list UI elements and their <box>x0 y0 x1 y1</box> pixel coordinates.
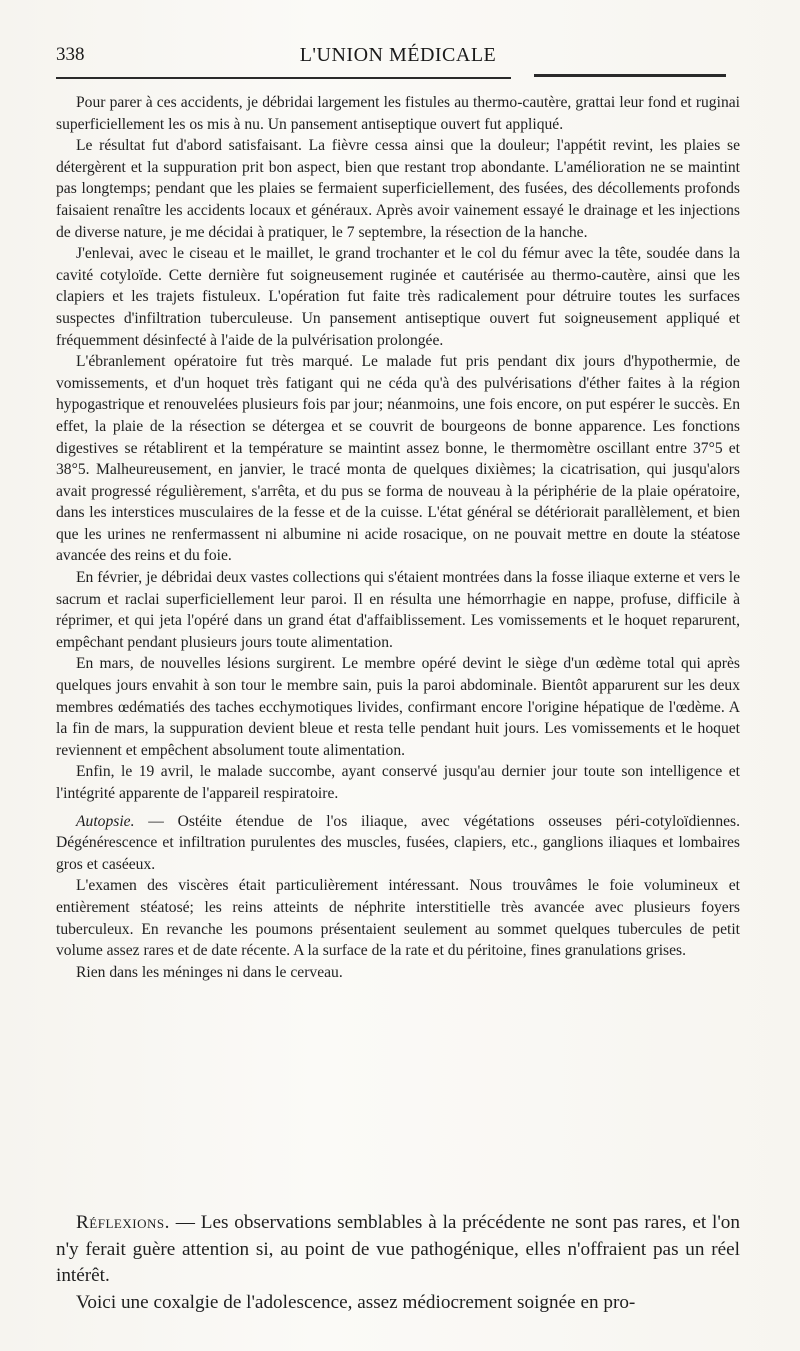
paragraph-8: L'examen des viscères était particulièrement intéressant. Nous trouvâmes le foie volumineux et entièrement stéatosé; les reins atteints de néphrite interstitielle très avancée avec plusieurs foyers tuberculeux. En revanche les poumons présentaient seulement au sommet quelques tubercules de petit volume assez rares et de date récente. A la surface de la rate et du péritoine, fines granulations grises. <box>56 877 740 960</box>
paragraph-5: En février, je débridai deux vastes collections qui s'étaient montrées dans la fosse iliaque externe et vers le sacrum et raclai superficiellement leur paroi. Il en résulta une hémorrhagie en nappe, profuse, difficile à réprimer, et qui jeta l'opéré dans un grand état d'affaiblissement. Les vomissements et le hoquet reparurent, empêchant pendant plusieurs jours toute alimentation. <box>56 569 740 651</box>
paragraph-6: En mars, de nouvelles lésions surgirent. Le membre opéré devint le siège d'un œdème total qui après quelques jours envahit à son tour le membre sain, puis la paroi abdominale. Bientôt apparurent sur les deux membres œdématiés des taches ecchymotiques livides, confirmant encore l'origine hépatique de l'œdème. A la fin de mars, la suppuration devient bleue et resta telle pendant huit jours. Les vomissements et le hoquet reviennent et empêchent absolument toute alimentation. <box>56 655 740 759</box>
paragraph-2: Le résultat fut d'abord satisfaisant. La fièvre cessa ainsi que la douleur; l'appétit revint, les plaies se détergèrent et la suppuration prit bon aspect, bien que restant trop abondante. L'amélioration ne se maintint pas longtemps; pendant que les plaies se fermaient superficiellement, des fusées, des décollements profonds faisaient renaître les accidents locaux et généraux. Après avoir vainement essayé le drainage et les injections de diverse nature, je me décidai à pratiquer, le 7 septembre, la résection de la hanche. <box>56 137 740 241</box>
page-number: 338 <box>56 44 85 65</box>
paragraph-7: Enfin, le 19 avril, le malade succombe, ayant conservé jusqu'au dernier jour toute son intelligence et l'intégrité apparente de l'appareil respiratoire. <box>56 763 740 802</box>
reflexions-paragraph <box>56 1210 740 1290</box>
reflexions-label: Réflexions. <box>76 1212 170 1233</box>
autopsie-text: — Ostéite étendue de l'os iliaque, avec végétations osseuses péri-cotyloïdiennes. Dégénérescence et infiltration purulentes des muscles, fusées, clapiers, etc., ganglions iliaques et lombaires gros et caséeux. <box>56 812 740 873</box>
paragraph-9: Rien dans les méninges ni dans le cerveau. <box>76 963 343 981</box>
autopsie-label: Autopsie. <box>76 812 135 830</box>
autopsie-paragraph <box>56 811 740 876</box>
paragraph-4: L'ébranlement opératoire fut très marqué. Le malade fut pris pendant dix jours d'hypothermie, de vomissements, et d'un hoquet très fatigant qui ne céda qu'à des pulvérisations d'éther faites à la région hypogastrique et renouvelées plusieurs fois par jour; néanmoins, une fois encore, on put espérer le succès. En effet, la plaie de la résection se détergea et se couvrit de bourgeons de bonne apparence. Les fonctions digestives se rétablirent et la température se maintint assez bonne, le thermomètre oscillant entre 37°5 et 38°5. Malheureusement, en janvier, le tracé monta de quelques dixièmes; la cicatrisation, qui jusqu'alors avait progressé régulièrement, s'arrêta, et du pus se forma de nouveau à la périphérie de la plaie opératoire, dans les interstices musculaires de la fesse et de la cuisse. L'état général se détériorait parallèlement, et bien que les urines ne renfermassent ni albumine ni acide rosacique, on ne pouvait mettre en doute la stéatose avancée des reins et du foie. <box>56 353 740 565</box>
paragraph-1: Pour parer à ces accidents, je débridai largement les fistules au thermo-cautère, grattai leur fond et ruginai superficiellement les os mis à nu. Un pansement antiseptique ouvert fut appliqué. <box>56 94 740 133</box>
paragraph-3: J'enlevai, avec le ciseau et le maillet, le grand trochanter et le col du fémur avec la tête, soudée dans la cavité cotyloïde. Cette dernière fut soigneusement ruginée et cautérisée au thermo-cautère, ainsi que les clapiers et les trajets fistuleux. L'opération fut faite très radicalement pour détruire toutes les surfaces suspectes d'infiltration tuberculeuse. Un pansement antiseptique ouvert fut soigneusement appliqué et fréquemment désinfecté à l'aide de la pulvérisation prolongée. <box>56 245 740 349</box>
header-rule-right <box>534 74 726 77</box>
page-header <box>56 44 740 72</box>
header-rule-left <box>56 77 511 79</box>
running-title: L'UNION MÉDICALE <box>299 44 497 66</box>
reflexions-next-paragraph: Voici une coxalgie de l'adolescence, assez médiocrement soignée en pro- <box>76 1291 636 1313</box>
reflexions-section <box>56 1210 740 1316</box>
reflexions-text: — Les observations semblables à la précédente ne sont pas rares, et l'on n'y ferait guère attention si, au point de vue pathogénique, elles n'offraient pas un réel intérêt. <box>56 1212 740 1286</box>
body-text <box>56 92 740 983</box>
